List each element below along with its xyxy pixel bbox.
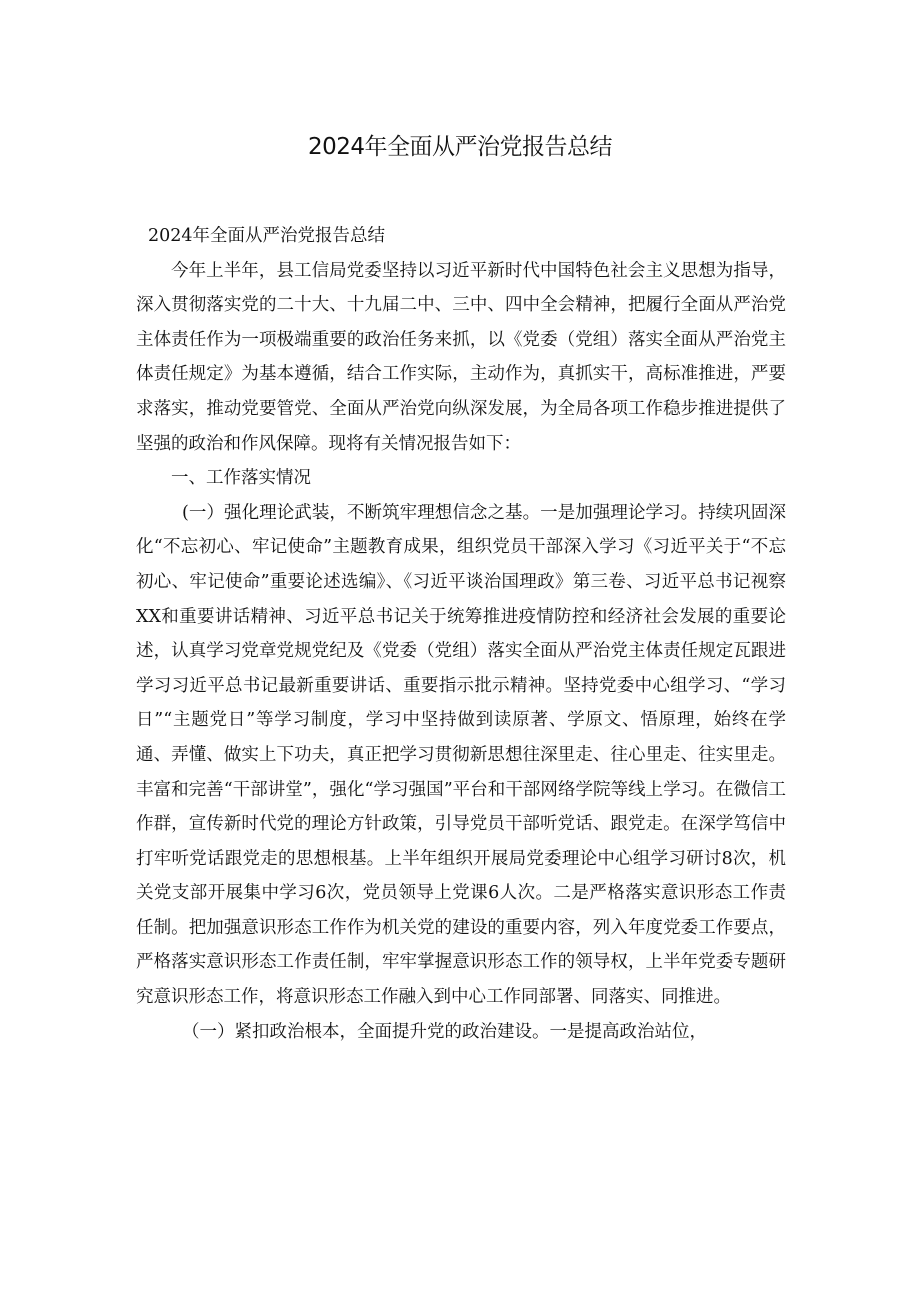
paragraph-intro: 今年上半年，县工信局党委坚持以习近平新时代中国特色社会主义思想为指导，深入贯彻落实党的二十大、十九届二中、三中、四中全会精神，把履行全面从严治党主体责任作为一项极端重要的政治任务来抓，以《党委（党组）落实全面从严治党主体责任规定》为基本遵循，结合工作实际，主动作为，真抓实干，高标准推进，严要求落实，推动党要管党、全面从严治党向纵深发展，为全局各项工作稳步推进提供了坚强的政治和作风保障。现将有关情况报告如下：: [136, 260, 786, 454]
document-subtitle: 2024年全面从严治党报告总结: [148, 226, 386, 246]
document-body: [136, 219, 786, 1049]
document-title: 2024年全面从严治党报告总结: [307, 134, 613, 161]
section-heading: 一、工作落实情况: [171, 468, 311, 489]
paragraph-theory: (一）强化理论武装，不断筑牢理想信念之基。一是加强理论学习。持续巩固深化“不忘初心、牢记使命”主题教育成果，组织党员干部深入学习《习近平关于“不忘初心、牢记使命”重要论述选编》、《习近平谈治国理政》第三卷、习近平总书记视察XX和重要讲话精神、习近平总书记关于统筹推进疫情防控和经济社会发展的重要论述，认真学习党章党规党纪及《党委（党组）落实全面从严治党主体责任规定瓦跟进学习习近平总书记最新重要讲话、重要指示批示精神。坚持党委中心组学习、“学习日”“主题党日”等学习制度，学习中坚持做到读原著、学原文、悟原理，始终在学通、弄懂、做实上下功夫，真正把学习贯彻新思想往深里走、往心里走、往实里走。丰富和完善“干部讲堂”，强化“学习强国”平台和干部网络学院等线上学习。在微信工作群，宣传新时代党的理论方针政策，引导党员干部听党话、跟党走。在深学笃信中打牢听党话跟党走的思想根基。上半年组织开展局党委理论中心组学习研讨8次，机关党支部开展集中学习6次，党员领导上党课6人次。二是严格落实意识形态工作责任制。把加强意识形态工作作为机关党的建设的重要内容，列入年度党委工作要点，严格落实意识形态工作责任制，牢牢掌握意识形态工作的领导权，上半年党委专题研究意识形态工作，将意识形态工作融入到中心工作同部署、同落实、同推进。: [136, 502, 786, 1008]
paragraph-politics: （一）紧扣政治根本，全面提升党的政治建设。一是提高政治站位，: [182, 1021, 707, 1042]
